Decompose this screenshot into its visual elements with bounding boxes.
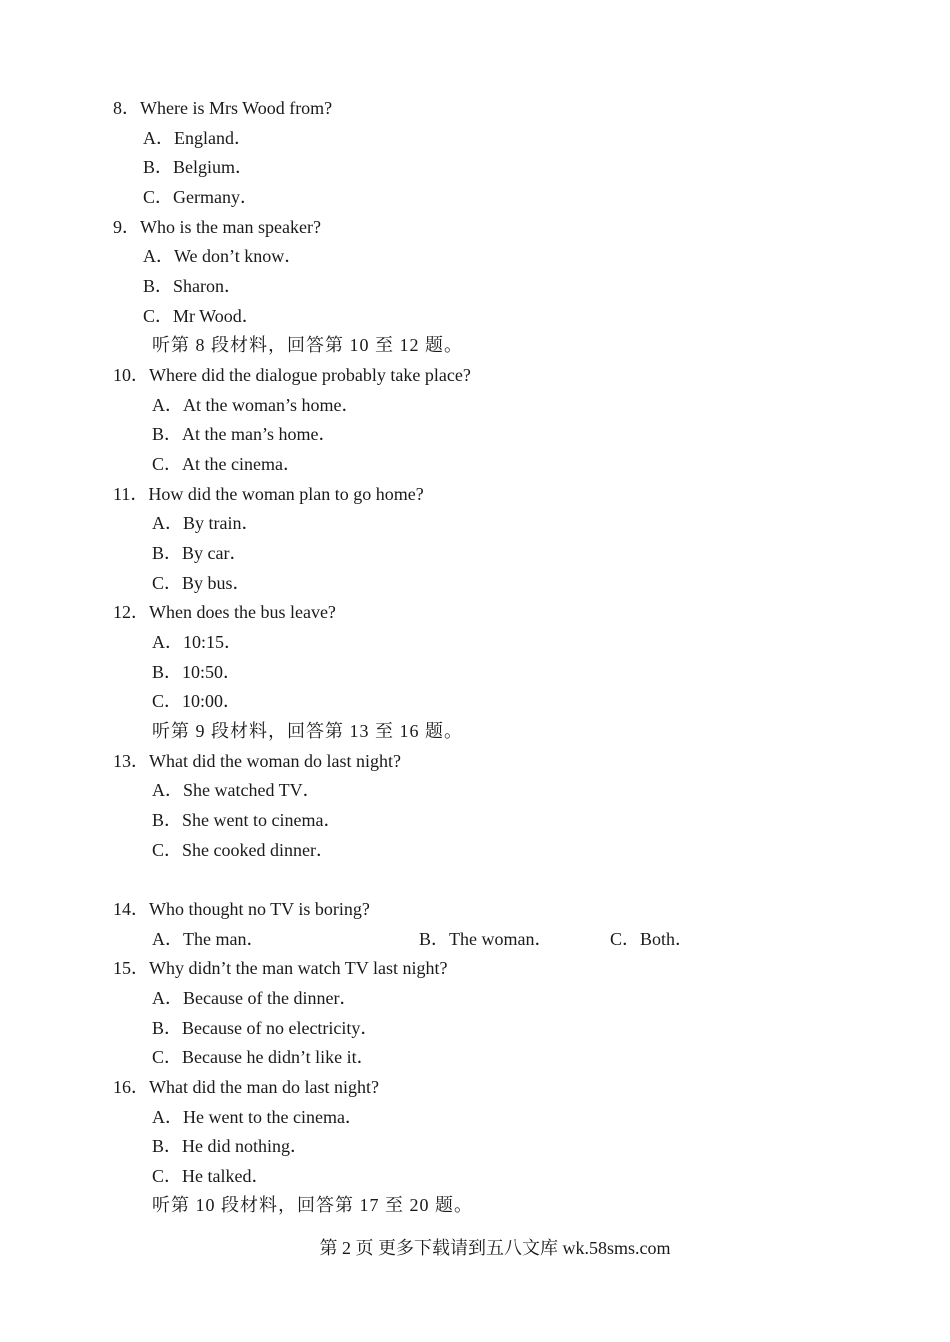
question-14-option-a: A．The man． (152, 929, 265, 949)
question-10-stem: 10．Where did the dialogue probably take place? (113, 365, 471, 385)
question-9-option-c: C．Mr Wood． (143, 306, 260, 326)
question-12-option-a: A．10:15． (152, 632, 242, 652)
section-9-instruction: 听第 9 段材料，回答第 13 至 16 题。 (152, 721, 463, 741)
question-8-stem: 8．Where is Mrs Wood from? (113, 98, 333, 118)
question-11-option-a: A．By train． (152, 513, 260, 533)
question-13-option-b: B．She went to cinema． (152, 810, 342, 830)
question-8-option-a: A．England． (143, 128, 252, 148)
question-13-option-a: A．She watched TV． (152, 780, 321, 800)
question-10-option-a: A．At the woman’s home． (152, 395, 360, 415)
section-8-instruction: 听第 8 段材料，回答第 10 至 12 题。 (152, 335, 463, 355)
page-footer: 第 2 页 更多下载请到五八文库 wk.58sms.com (319, 1238, 671, 1258)
question-16-option-a: A．He went to the cinema． (152, 1107, 363, 1127)
question-12-option-b: B．10:50． (152, 662, 242, 682)
question-14-option-c: C．Both． (610, 929, 694, 949)
question-16-option-c: C．He talked． (152, 1166, 270, 1186)
question-10-option-b: B．At the man’s home． (152, 424, 337, 444)
question-8-option-b: B．Belgium． (143, 157, 254, 177)
question-10-option-c: C．At the cinema． (152, 454, 301, 474)
question-11-option-c: C．By bus． (152, 573, 251, 593)
question-15-option-c: C．Because he didn’t like it． (152, 1047, 375, 1067)
question-11-option-b: B．By car． (152, 543, 248, 563)
question-14-option-b: B．The woman． (419, 929, 553, 949)
question-12-stem: 12．When does the bus leave? (113, 602, 336, 622)
question-9-stem: 9．Who is the man speaker? (113, 217, 321, 237)
question-15-option-a: A．Because of the dinner． (152, 988, 358, 1008)
question-15-stem: 15．Why didn’t the man watch TV last night? (113, 958, 448, 978)
question-9-option-b: B．Sharon． (143, 276, 242, 296)
question-9-option-a: A．We don’t know． (143, 246, 303, 266)
question-13-stem: 13．What did the woman do last night? (113, 751, 401, 771)
question-15-option-b: B．Because of no electricity． (152, 1018, 379, 1038)
question-11-stem: 11．How did the woman plan to go home? (113, 484, 424, 504)
section-10-instruction: 听第 10 段材料，回答第 17 至 20 题。 (152, 1195, 473, 1215)
question-12-option-c: C．10:00． (152, 691, 242, 711)
question-16-option-b: B．He did nothing． (152, 1136, 308, 1156)
question-16-stem: 16．What did the man do last night? (113, 1077, 379, 1097)
question-14-stem: 14．Who thought no TV is boring? (113, 899, 370, 919)
question-13-option-c: C．She cooked dinner． (152, 840, 334, 860)
question-8-option-c: C．Germany． (143, 187, 258, 207)
